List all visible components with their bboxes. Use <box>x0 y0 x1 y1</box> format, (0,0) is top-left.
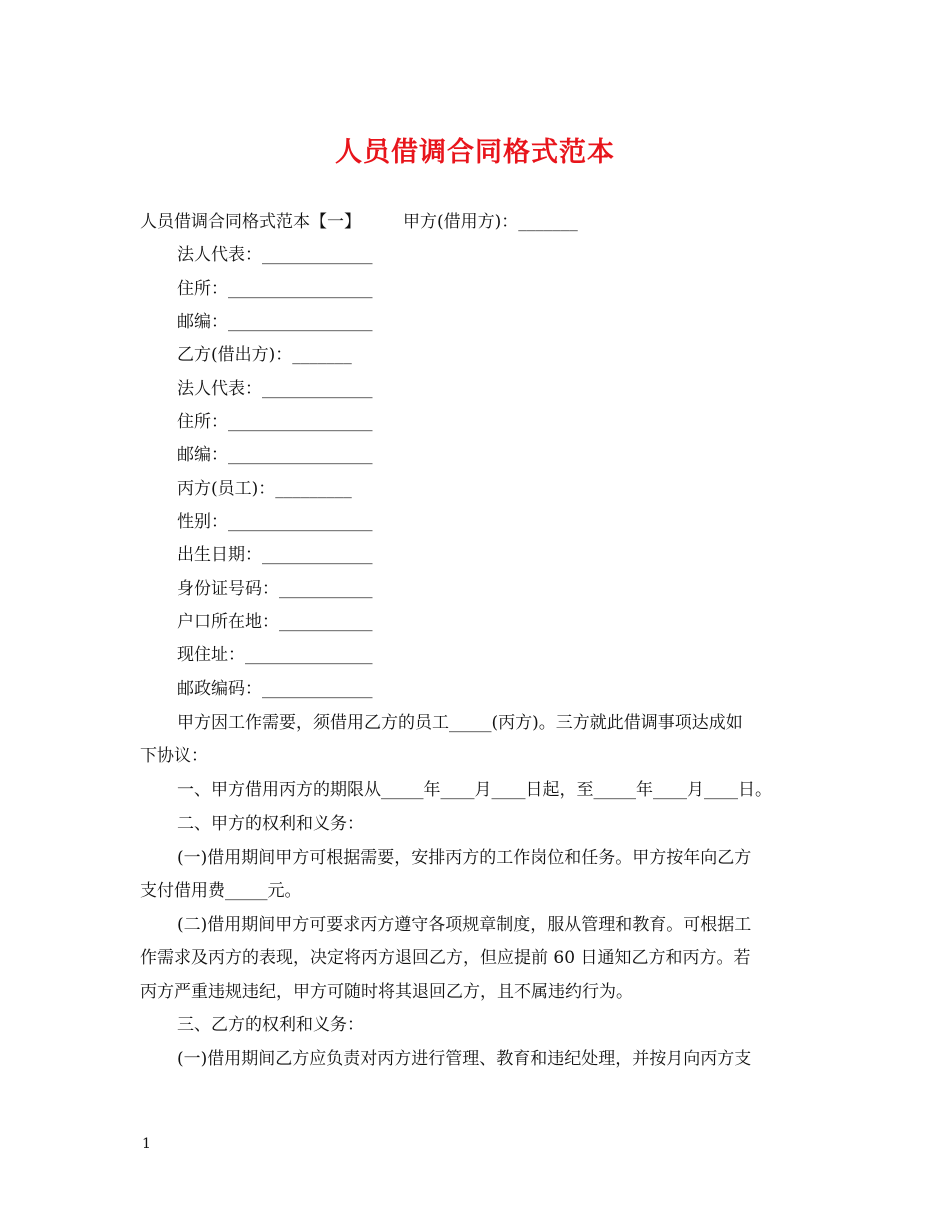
party-b-title: 乙方(借出方)：_______ <box>177 345 352 365</box>
section-3-heading: 三、乙方的权利和义务： <box>177 1015 364 1035</box>
party-c-postcode-field: 邮政编码：_____________ <box>177 679 373 699</box>
party-b-address-field: 住所：_________________ <box>177 412 373 432</box>
party-a-title: 甲方(借用方)：_______ <box>403 212 578 232</box>
party-c-birthdate-field: 出生日期：_____________ <box>177 545 373 565</box>
section-2-item-2-line: 丙方严重违规违纪，甲方可随时将其退回乙方，且不属违约行为。 <box>140 982 633 1002</box>
section-2-item-2-line: 作需求及丙方的表现，决定将丙方退回乙方，但应提前 60 日通知乙方和丙方。若 <box>140 948 751 968</box>
party-a-address-field: 住所：_________________ <box>177 279 373 299</box>
party-c-id-number-field: 身份证号码：___________ <box>177 579 373 599</box>
party-a-legal-rep-field: 法人代表：_____________ <box>177 245 373 265</box>
party-c-gender-field: 性别：_________________ <box>177 512 373 532</box>
section-3-item-1-line: (一)借用期间乙方应负责对丙方进行管理、教育和违纪处理，并按月向丙方支 <box>177 1049 752 1069</box>
term-clause: 一、甲方借用丙方的期限从_____年____月____日起，至_____年____月____日。 <box>177 780 772 800</box>
section-2-item-1-line: 支付借用费_____元。 <box>140 881 302 901</box>
intro-paragraph-line: 下协议： <box>140 746 208 766</box>
party-c-current-address-field: 现住址：_______________ <box>177 645 373 665</box>
party-a-postcode-field: 邮编：_________________ <box>177 312 373 332</box>
party-b-postcode-field: 邮编：_________________ <box>177 445 373 465</box>
document-title: 人员借调合同格式范本 <box>335 137 615 168</box>
party-c-title: 丙方(员工)：_________ <box>177 479 352 499</box>
section-2-heading: 二、甲方的权利和义务： <box>177 814 364 834</box>
page-number: 1 <box>142 1136 151 1152</box>
heading-line <box>140 210 578 234</box>
section-label: 人员借调合同格式范本【一】 <box>140 212 361 232</box>
party-c-household-field: 户口所在地：___________ <box>177 612 373 632</box>
party-b-legal-rep-field: 法人代表：_____________ <box>177 379 373 399</box>
intro-paragraph-line: 甲方因工作需要，须借用乙方的员工_____(丙方)。三方就此借调事项达成如 <box>177 713 743 733</box>
section-2-item-2-line: (二)借用期间甲方可要求丙方遵守各项规章制度，服从管理和教育。可根据工 <box>177 915 752 935</box>
section-2-item-1-line: (一)借用期间甲方可根据需要，安排丙方的工作岗位和任务。甲方按年向乙方 <box>177 848 752 868</box>
